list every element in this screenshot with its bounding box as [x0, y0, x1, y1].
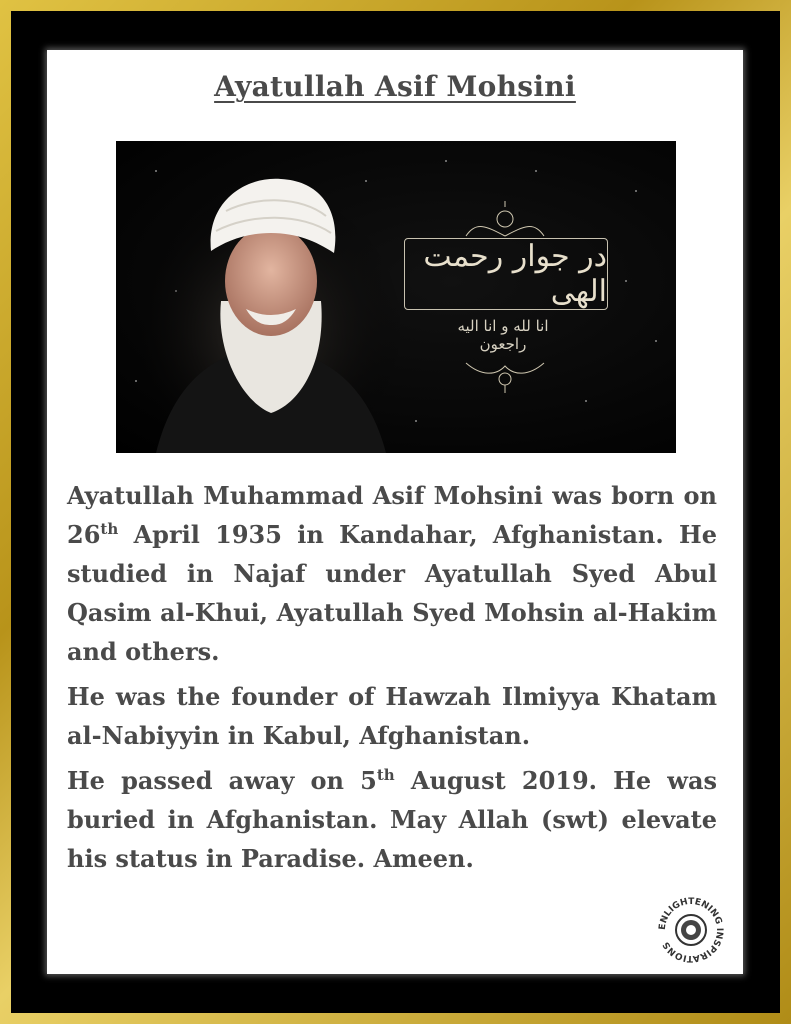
biography-text — [67, 476, 717, 884]
content-card — [47, 50, 743, 974]
condolence-plaque: در جوار رحمت الهی — [404, 238, 608, 310]
paragraph-birth — [67, 476, 717, 671]
paragraph-death — [67, 761, 717, 878]
portrait-image — [116, 141, 676, 453]
condolence-subtext: انا لله و انا الیه راجعون — [457, 317, 549, 353]
logo-text: ENLIGHTENING INSPIRATIONS — [657, 896, 725, 964]
page-title: Ayatullah Asif Mohsini — [214, 70, 576, 103]
ordinal-suffix: th — [376, 766, 395, 784]
paragraph-death-part1: He passed away on 5 — [67, 766, 377, 795]
paragraph-birth-part2: April 1935 in Kandahar, Afghanistan. He studied in Najaf under Ayatullah Syed Abul Qasim al-Khui, Ayatullah Syed Mohsin al-Hakim and others. — [67, 520, 717, 666]
enlightening-inspirations-logo-icon — [657, 896, 725, 964]
paragraph-birth-part1: Ayatullah Muhammad Asif Mohsini was born on 26 — [67, 481, 717, 549]
paragraph-death-part2: August 2019. He was buried in Afghanistan. May Allah (swt) elevate his status in Paradise. Ameen. — [67, 766, 717, 873]
paragraph-founder: He was the founder of Hawzah Ilmiyya Khatam al-Nabiyyin in Kabul, Afghanistan. — [67, 682, 717, 750]
ordinal-suffix: th — [100, 520, 119, 538]
